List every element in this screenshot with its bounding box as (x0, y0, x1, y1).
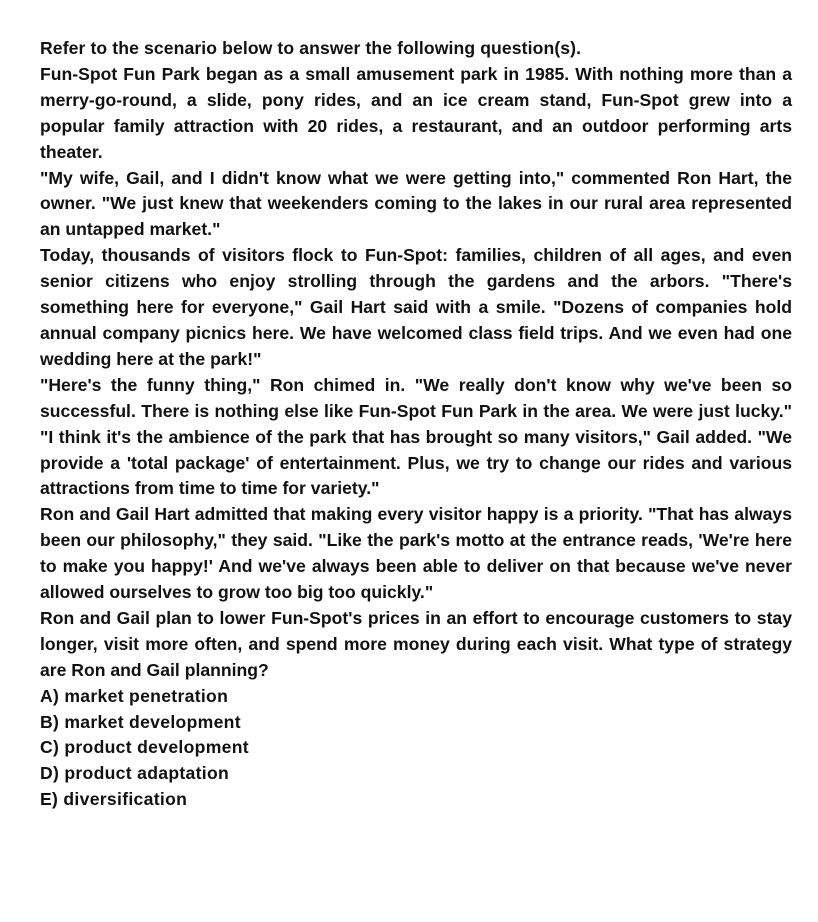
scenario-body (40, 62, 792, 606)
answer-option-b[interactable]: B) market development (40, 711, 241, 732)
instruction-text: Refer to the scenario below to answer the following question(s). (40, 38, 582, 58)
answer-option-a[interactable]: A) market penetration (40, 685, 229, 706)
answer-option-c[interactable]: C) product development (40, 737, 249, 758)
question-document (40, 36, 792, 813)
answer-options (40, 684, 792, 814)
answer-option-e[interactable]: E) diversification (40, 789, 188, 810)
scenario-paragraph-philosophy: Ron and Gail Hart admitted that making every visitor happy is a priority. "That has always been our philosophy," they said. "Like the park's motto at the entrance reads, 'We're here to make you happy!' And we've always been able to deliver on that because we've never allowed ourselves to grow too big too quickly." (40, 504, 792, 603)
scenario-paragraph-history: Fun-Spot Fun Park began as a small amusement park in 1985. With nothing more than a merry-go-round, a slide, pony rides, and an ice cream stand, Fun-Spot grew into a popular family attraction with 20 rides, a restaurant, and an outdoor performing arts theater. (40, 63, 792, 162)
scenario-paragraph-visitors: Today, thousands of visitors flock to Fun-Spot: families, children of all ages, and even senior citizens who enjoy strolling through the gardens and the arbors. "There's something here for everyone," Gail Hart said with a smile. "Dozens of companies hold annual company picnics here. We have welcomed class field trips. And we even had one wedding here at the park!" (40, 245, 792, 369)
scenario-paragraph-success: "Here's the funny thing," Ron chimed in. "We really don't know why we've been so successful. There is nothing else like Fun-Spot Fun Park in the area. We were just lucky." "I think it's the ambience of the park that has brought so many visitors," Gail added. "We provide a 'total package' of entertainment. Plus, we try to change our rides and various attractions from time to time for variety." (40, 374, 792, 499)
answer-option-d[interactable]: D) product adaptation (40, 763, 230, 784)
scenario-paragraph-owner-quote: "My wife, Gail, and I didn't know what we were getting into," commented Ron Hart, the owner. "We just knew that weekenders coming to the lakes in our rural area represented an untapped market." (40, 167, 792, 240)
question-text: Ron and Gail plan to lower Fun-Spot's prices in an effort to encourage customers to stay longer, visit more often, and spend more money during each visit. What type of strategy are Ron and Gail planning? (40, 607, 792, 680)
